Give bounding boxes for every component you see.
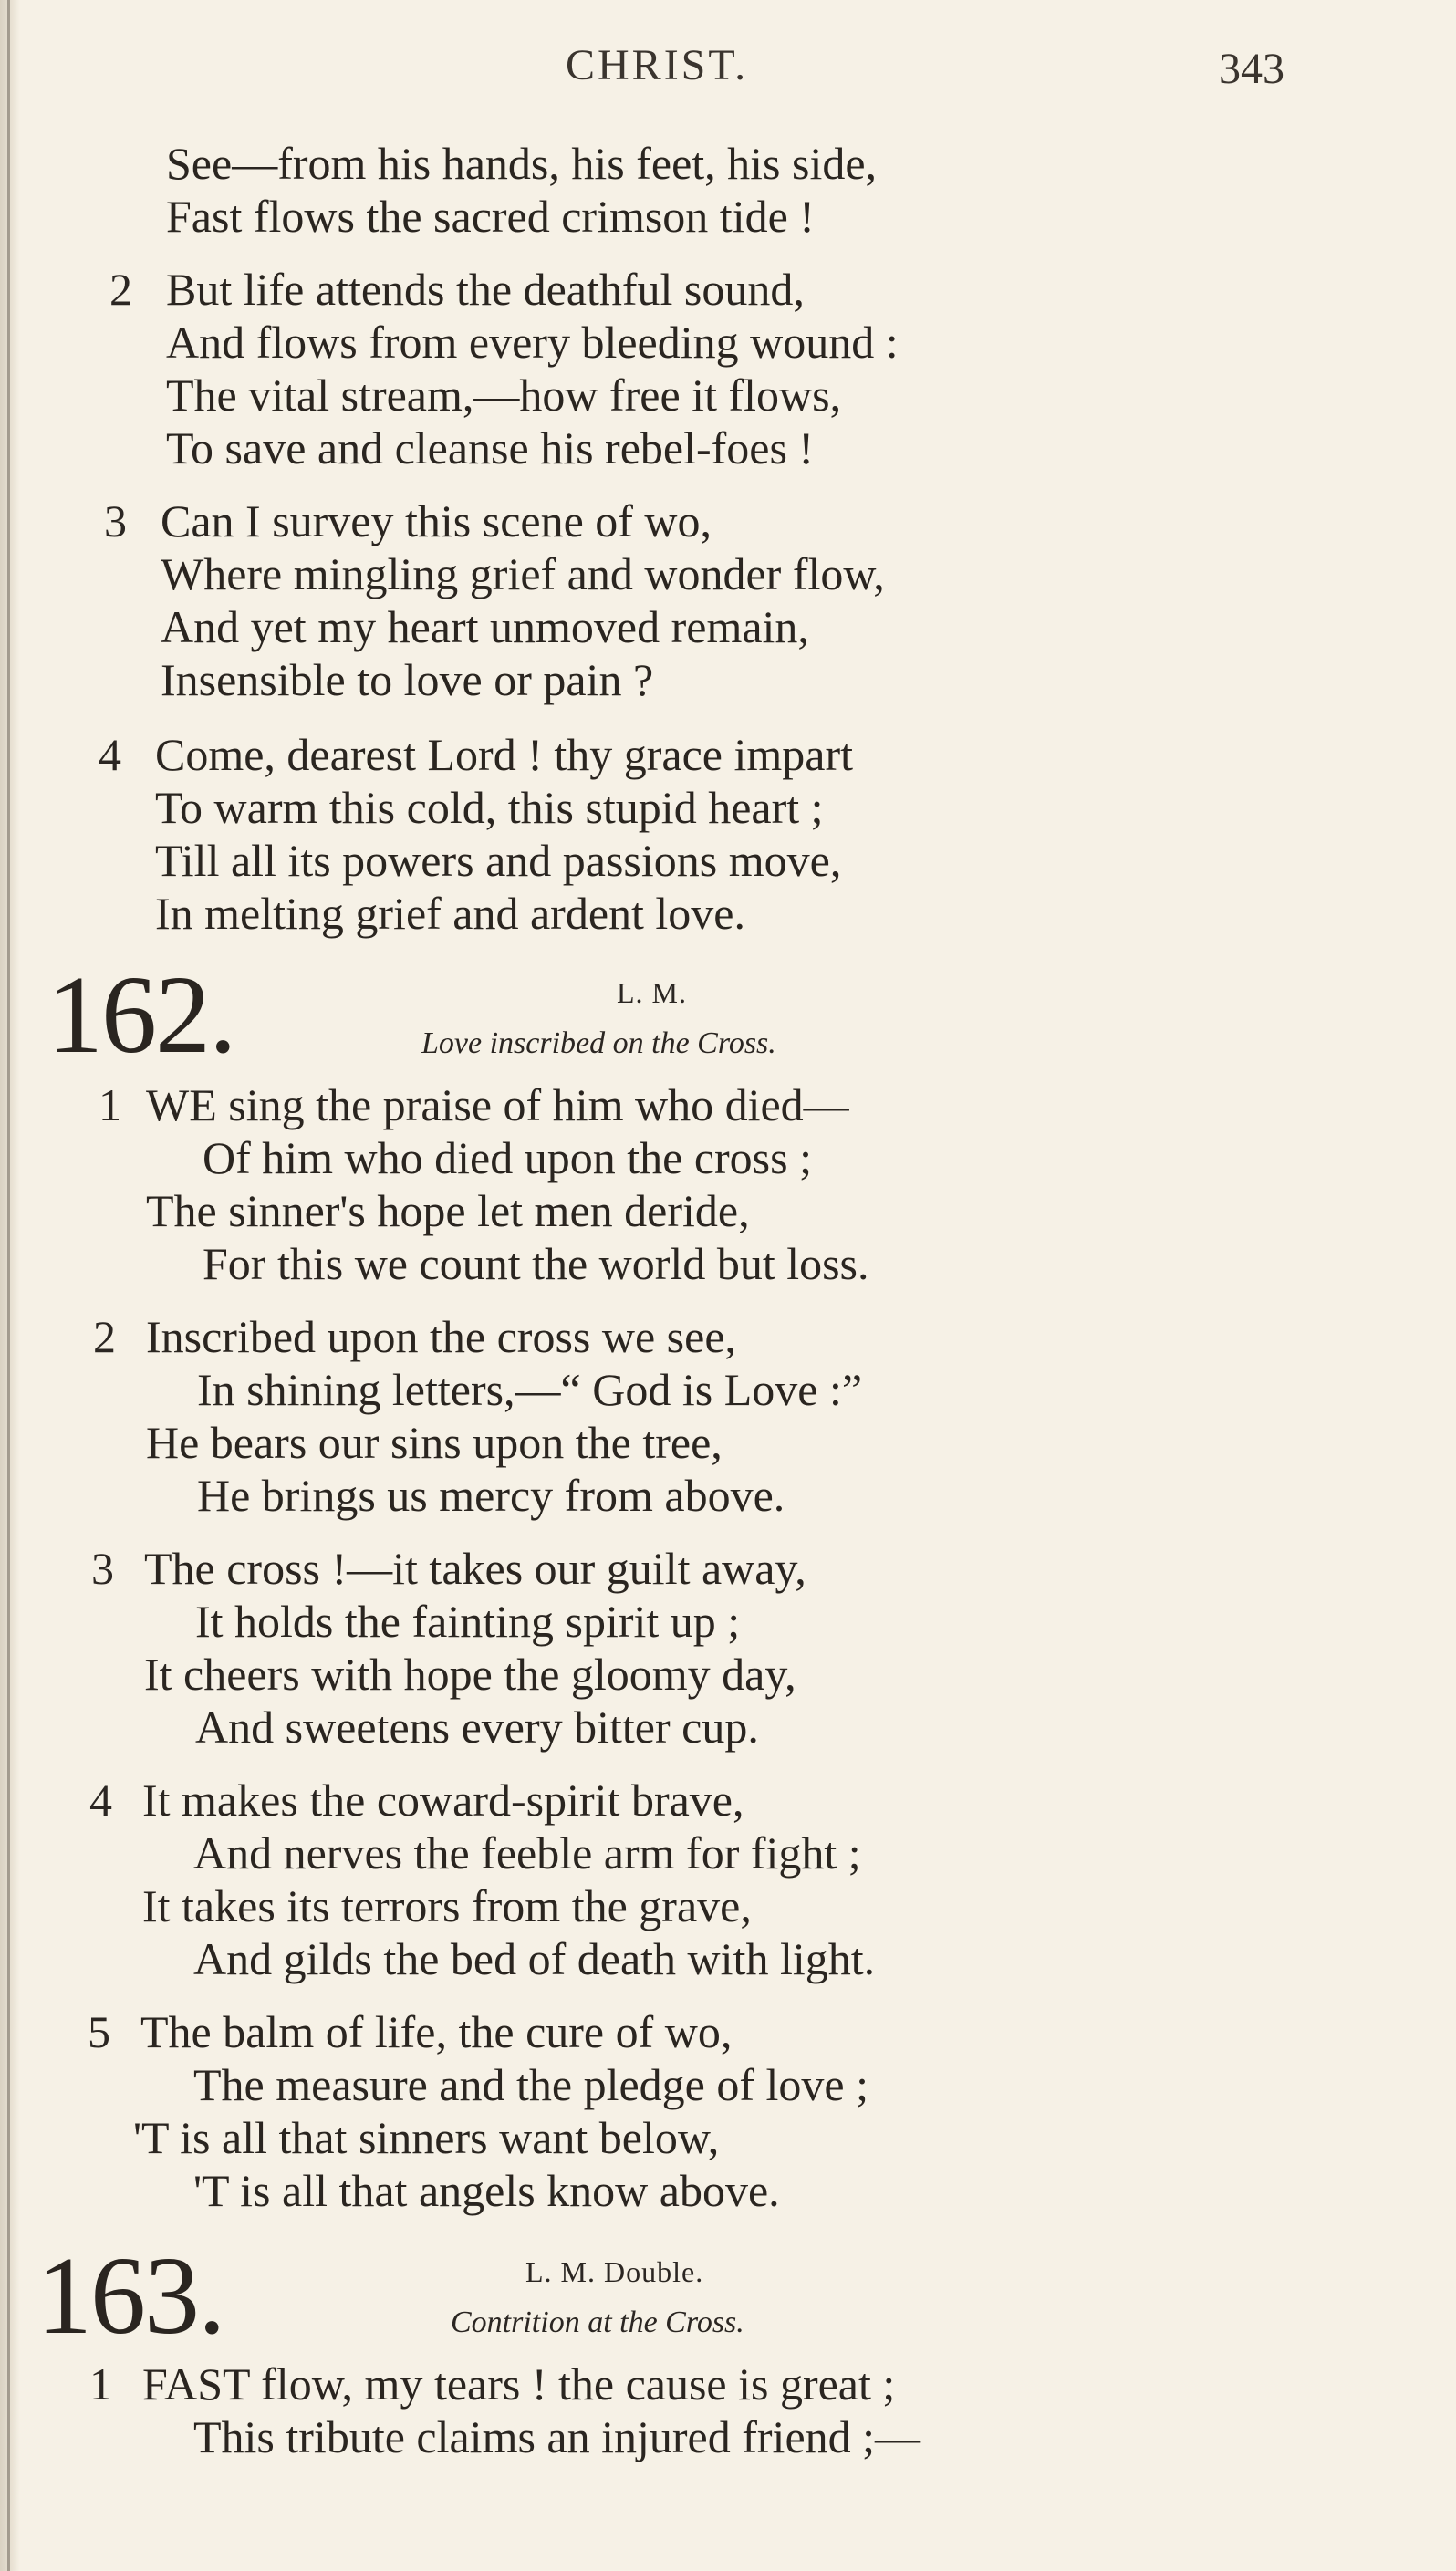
verse-line: The sinner's hope let men deride,: [146, 1185, 750, 1236]
hymn-subtitle: Love inscribed on the Cross.: [421, 1026, 776, 1060]
verse-number: 4: [89, 1775, 112, 1826]
verse-line: For this we count the world but loss.: [203, 1238, 869, 1289]
verse-number: 1: [89, 2358, 112, 2410]
verse-number: 5: [88, 2006, 110, 2057]
verse-line: He brings us mercy from above.: [197, 1470, 785, 1521]
verse-line: This tribute claims an injured friend ;—: [193, 2411, 921, 2462]
verse-line: The cross !—it takes our guilt away,: [144, 1543, 806, 1594]
verse-line: Till all its powers and passions move,: [155, 835, 842, 886]
hymn-number: 163.: [36, 2234, 224, 2358]
verse-line: And sweetens every bitter cup.: [195, 1702, 759, 1753]
verse-line: He bears our sins upon the tree,: [146, 1417, 723, 1468]
verse-line: It makes the coward-spirit brave,: [142, 1775, 744, 1826]
verse-line: It holds the fainting spirit up ;: [195, 1596, 741, 1647]
verse-line: Can I survey this scene of wo,: [161, 495, 712, 546]
verse-number: 4: [99, 729, 121, 780]
hymn-meter: L. M.: [617, 976, 687, 1009]
verse-line: FAST flow, my tears ! the cause is great ;: [142, 2358, 896, 2410]
verse-line: It cheers with hope the gloomy day,: [144, 1649, 796, 1700]
verse-number: 2: [93, 1311, 116, 1362]
verse-line: Inscribed upon the cross we see,: [146, 1311, 737, 1362]
verse-line: Come, dearest Lord ! thy grace impart: [155, 729, 853, 780]
verse-line: And yet my heart unmoved remain,: [161, 601, 809, 652]
verse-line: It takes its terrors from the grave,: [142, 1880, 752, 1931]
verse-line: Insensible to love or pain ?: [161, 654, 654, 705]
binding-edge: [7, 0, 10, 2571]
verse-line: See—from his hands, his feet, his side,: [166, 138, 878, 189]
verse-number: 3: [104, 495, 127, 546]
verse-line: The balm of life, the cure of wo,: [140, 2006, 733, 2057]
verse-line: To warm this cold, this stupid heart ;: [155, 782, 824, 833]
verse-line: But life attends the deathful sound,: [166, 264, 805, 315]
verse-line: Fast flows the sacred crimson tide !: [166, 191, 815, 242]
verse-line: And flows from every bleeding wound :: [166, 317, 899, 368]
hymn-number: 162.: [47, 953, 235, 1077]
running-title: CHRIST.: [566, 41, 749, 89]
verse-line: 'T is all that sinners want below,: [133, 2112, 720, 2163]
verse-line: In shining letters,—“ God is Love :”: [197, 1364, 863, 1415]
verse-line: Where mingling grief and wonder flow,: [161, 548, 885, 599]
page-number: 343: [1219, 45, 1284, 93]
verse-line: In melting grief and ardent love.: [155, 888, 745, 939]
verse-line: To save and cleanse his rebel-foes !: [166, 422, 815, 474]
verse-line: The measure and the pledge of love ;: [193, 2059, 868, 2110]
hymn-meter: L. M. Double.: [525, 2255, 704, 2288]
verse-line: 'T is all that angels know above.: [193, 2165, 780, 2216]
verse-number: 3: [91, 1543, 114, 1594]
verse-number: 1: [99, 1079, 121, 1130]
verse-line: Of him who died upon the cross ;: [203, 1132, 812, 1183]
page-gutter-shadow: [0, 0, 20, 2571]
verse-number: 2: [109, 264, 132, 315]
verse-line: WE sing the praise of him who died—: [146, 1079, 849, 1130]
verse-line: And nerves the feeble arm for fight ;: [193, 1827, 861, 1879]
hymn-subtitle: Contrition at the Cross.: [451, 2306, 744, 2339]
verse-line: And gilds the bed of death with light.: [193, 1933, 876, 1984]
verse-line: The vital stream,—how free it flows,: [166, 370, 842, 421]
